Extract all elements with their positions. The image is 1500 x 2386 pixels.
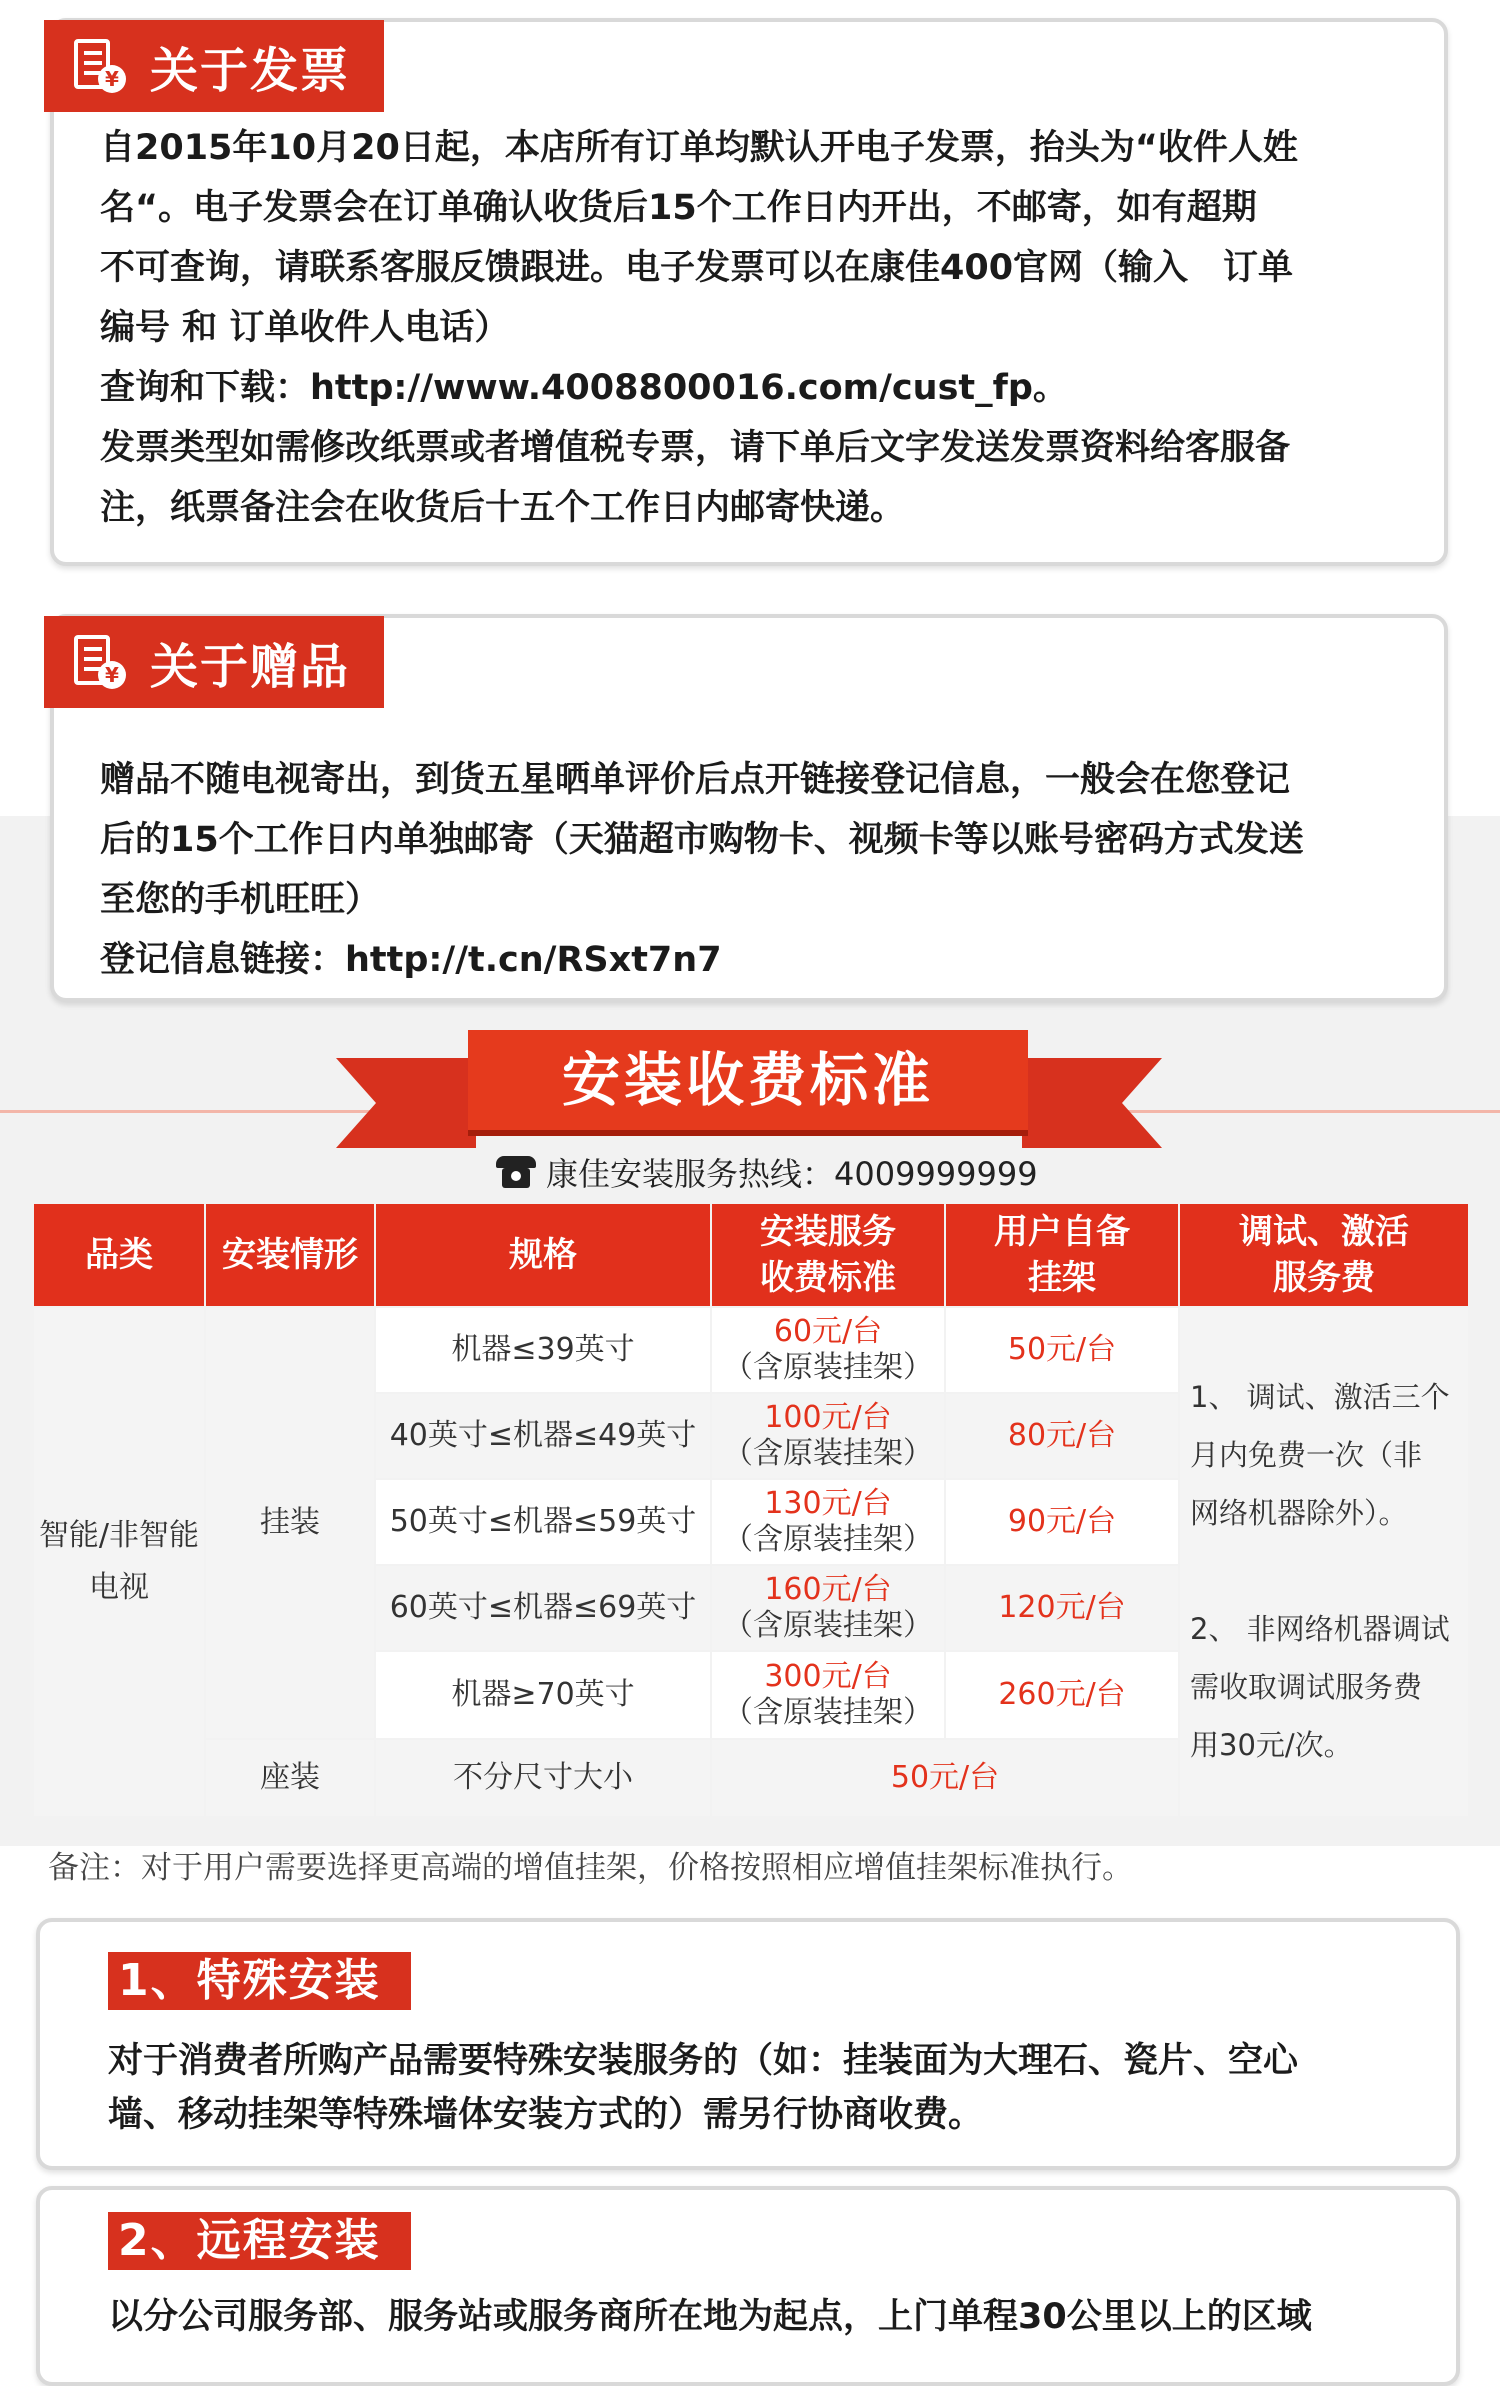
hotline-text: 康佳安装服务热线：4009999999 — [546, 1155, 1038, 1193]
note-line: 月内免费一次（非 — [1190, 1438, 1423, 1472]
spec-text: 60英寸≤机器≤69英寸 — [389, 1590, 697, 1625]
fee-cell — [712, 1394, 944, 1478]
mount-wall-text: 挂装 — [260, 1505, 320, 1540]
phone-icon — [496, 1156, 536, 1188]
header-debug-fee — [1180, 1204, 1468, 1306]
self-bracket-value: 120元/台 — [998, 1590, 1126, 1625]
header-category — [34, 1204, 204, 1306]
note-line: 用30元/次。 — [1190, 1728, 1353, 1762]
header-text: 安装服务 收费标准 — [760, 1212, 896, 1298]
gift-line: 后的15个工作日内单独邮寄（天猫超市购物卡、视频卡等以账号密码方式发送 — [100, 820, 1304, 860]
note-line: 需收取调试服务费 — [1190, 1670, 1423, 1704]
seat-fee-value: 50元/台 — [890, 1760, 1000, 1795]
special-line: 对于消费者所购产品需要特殊安装服务的（如：挂装面为大理石、瓷片、空心 — [108, 2041, 1299, 2081]
invoice-line: 发票类型如需修改纸票或者增值税专票，请下单后文字发送发票资料给客服备 — [100, 428, 1291, 468]
special-line: 墙、移动挂架等特殊墙体安装方式的）需另行协商收费。 — [108, 2095, 984, 2135]
invoice-icon: ¥ — [74, 39, 124, 93]
spec-cell — [376, 1566, 710, 1650]
install-fee-title: 安装收费标准 — [468, 1030, 1028, 1130]
category-text: 智能/非智能 电视 — [38, 1518, 200, 1605]
fee-value: 60元/台 — [773, 1314, 883, 1349]
fee-note: （含原装挂架） — [723, 1695, 933, 1730]
fee-value: 130元/台 — [764, 1486, 892, 1521]
self-bracket-value: 90元/台 — [1007, 1504, 1117, 1539]
header-text: 规格 — [509, 1235, 577, 1275]
seat-fee-cell — [712, 1740, 1178, 1816]
ribbon-right-tail — [1022, 1058, 1162, 1148]
special-install-text — [108, 2034, 1408, 2142]
mount-wall-cell — [206, 1308, 374, 1738]
self-bracket-value: 50元/台 — [1007, 1332, 1117, 1367]
self-bracket-cell — [946, 1480, 1178, 1564]
header-self-bracket — [946, 1204, 1178, 1306]
fee-note: （含原装挂架） — [723, 1436, 933, 1471]
special-install-tag: 1、特殊安装 — [108, 1952, 411, 2010]
header-text: 安装情形 — [222, 1235, 358, 1275]
category-cell — [34, 1308, 204, 1816]
gift-line: 至您的手机旺旺） — [100, 880, 381, 920]
gift-title: 关于赠品 — [150, 638, 351, 695]
invoice-line: 编号 和 订单收件人电话） — [100, 308, 510, 348]
invoice-link-line: 查询和下载：http://www.4008800016.com/cust_fp。 — [100, 368, 1068, 408]
debug-fee-notes-cell — [1180, 1308, 1468, 1816]
self-bracket-value: 260元/台 — [998, 1677, 1126, 1712]
gift-text — [100, 750, 1410, 990]
header-text: 用户自备 挂架 — [994, 1212, 1130, 1298]
invoice-tag — [44, 20, 384, 112]
fee-value: 300元/台 — [764, 1659, 892, 1694]
fee-note: （含原装挂架） — [723, 1350, 933, 1385]
invoice-title: 关于发票 — [150, 42, 351, 99]
seat-spec-text: 不分尺寸大小 — [453, 1760, 633, 1795]
remote-install-tag: 2、远程安装 — [108, 2212, 411, 2270]
invoice-line: 名“。电子发票会在订单确认收货后15个工作日内开出，不邮寄，如有超期 — [100, 188, 1257, 228]
gift-tag — [44, 616, 384, 708]
spec-cell — [376, 1652, 710, 1738]
gift-icon: ¥ — [74, 635, 124, 689]
header-text: 品类 — [85, 1235, 153, 1275]
header-install-fee — [712, 1204, 944, 1306]
spec-cell — [376, 1394, 710, 1478]
fee-note: （含原装挂架） — [723, 1522, 933, 1557]
invoice-line: 注，纸票备注会在收货后十五个工作日内邮寄快递。 — [100, 488, 906, 528]
mount-seat-cell — [206, 1740, 374, 1816]
spec-cell — [376, 1480, 710, 1564]
spec-text: 机器≥70英寸 — [451, 1677, 635, 1712]
fee-note: （含原装挂架） — [723, 1608, 933, 1643]
fee-cell — [712, 1652, 944, 1738]
fee-cell — [712, 1480, 944, 1564]
spec-cell — [376, 1308, 710, 1392]
invoice-line: 不可查询，请联系客服反馈跟进。电子发票可以在康佳400官网（输入 订单 — [100, 248, 1294, 288]
note-line: 网络机器除外）。 — [1190, 1496, 1408, 1530]
debug-fee-notes — [1190, 1368, 1450, 1774]
table-remark: 备注：对于用户需要选择更高端的增值挂架，价格按照相应增值挂架标准执行。 — [48, 1850, 1133, 1886]
invoice-text — [100, 118, 1410, 538]
invoice-line: 自2015年10月20日起，本店所有订单均默认开电子发票，抬头为“收件人姓 — [100, 128, 1298, 168]
note-line: 2、 非网络机器调试 — [1190, 1612, 1450, 1646]
self-bracket-cell — [946, 1394, 1178, 1478]
gift-line: 赠品不随电视寄出，到货五星晒单评价后点开链接登记信息，一般会在您登记 — [100, 760, 1291, 800]
self-bracket-cell — [946, 1566, 1178, 1650]
mount-seat-text: 座装 — [260, 1760, 320, 1795]
self-bracket-value: 80元/台 — [1007, 1418, 1117, 1453]
fee-value: 160元/台 — [764, 1572, 892, 1607]
self-bracket-cell — [946, 1308, 1178, 1392]
seat-spec-cell — [376, 1740, 710, 1816]
note-line: 1、 调试、激活三个 — [1190, 1380, 1450, 1414]
spec-text: 机器≤39英寸 — [451, 1332, 635, 1367]
spec-text: 50英寸≤机器≤59英寸 — [389, 1504, 697, 1539]
hotline — [496, 1150, 1038, 1194]
gift-link-line: 登记信息链接：http://t.cn/RSxt7n7 — [100, 940, 722, 980]
ribbon-left-tail — [336, 1058, 476, 1148]
header-mount-type — [206, 1204, 374, 1306]
remote-line: 以分公司服务部、服务站或服务商所在地为起点，上门单程30公里以上的区域 — [108, 2297, 1312, 2337]
fee-cell — [712, 1566, 944, 1650]
spec-text: 40英寸≤机器≤49英寸 — [389, 1418, 697, 1453]
header-text: 调试、激活 服务费 — [1239, 1212, 1409, 1298]
fee-cell — [712, 1308, 944, 1392]
remote-install-text — [108, 2290, 1408, 2344]
header-spec — [376, 1204, 710, 1306]
fee-value: 100元/台 — [764, 1400, 892, 1435]
self-bracket-cell — [946, 1652, 1178, 1738]
